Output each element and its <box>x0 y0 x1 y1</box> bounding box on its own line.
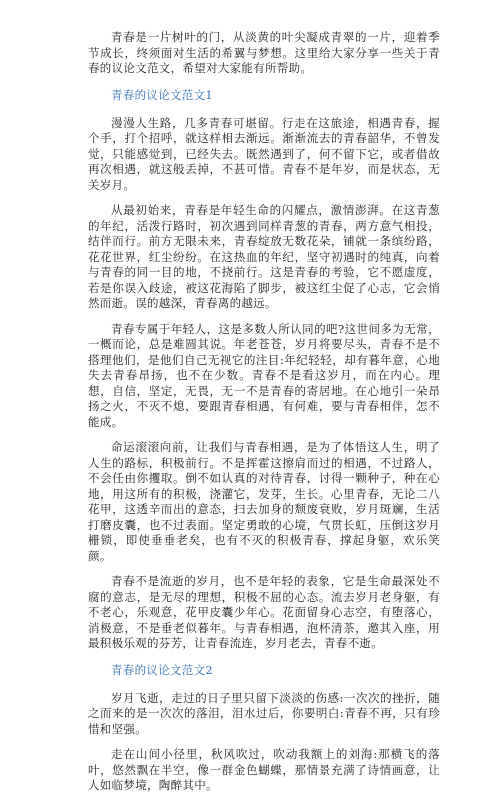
body-paragraph: 从最初始来，青春是年轻生命的闪耀点，激情澎湃。在这青葱的年纪，活泼行路时，初次遇到同样青葱的青春，两方意气相投，结伴而行。前方无限未来，青春绽放无数花朵，铺就一条缤纷路，花花世界，红尘纷纷。在这热血的年纪，坚守初遇时的纯真，向着与青春的同一目的地，不挠前行。这是青春的考验，它不愿虚度，若是你误入歧途，被这花海陷了脚步，被这红尘促了心志，它会悄然而逝。误的越深，青春离的越远。 <box>88 203 440 310</box>
section-heading: 青春的议论文范文2 <box>111 662 214 677</box>
section-heading: 青春的议论文范文1 <box>111 87 214 102</box>
body-paragraph: 走在山间小径里，秋风吹过，吹动我额上的刘海:那横飞的落叶，悠然飘在半空，像一群金色蝴蝶，那情景充满了诗情画意，让人如临梦境，陶醉其中。 <box>88 747 440 792</box>
body-paragraph: 青春专属于年轻人，这是多数人所认同的吧?这世间多为无常，一概而论，总是难圆其说。年老苍苍，岁月将要尽头，青春不是不搭理他们，是他们自己无视它的注目:年纪轻轻，却有暮年意，心地失去青春昂扬，也不在少数。青春不是看这岁月，而在内心。理想，自信，坚定，无畏，无一不是青春的寄居地。在心地引一朵昂扬之火，不灭不熄，要跟青春相遇，有何难，要与青春相伴，怎不能成。 <box>88 321 440 429</box>
essay-section-1 <box>88 87 440 652</box>
intro-paragraph: 青春是一片树叶的门，从淡黄的叶尖凝成青翠的一片，迎着季节成长，终须面对生活的希翼与梦想。这里给大家分享一些关于青春的议论文范文，希望对大家能有所帮助。 <box>88 30 440 75</box>
body-paragraph: 青春不是流逝的岁月，也不是年轻的表象，它是生命最深处不腐的意志，是无尽的理想，积极不屈的心态。流去岁月老身躯，有不老心，乐观意，花甲皮囊少年心。花面留身心志空，有堕落心，消极意，不是垂老似暮年。与青春相遇，泡杯清茶，邀其入座，用最积极乐观的芬芳，让青春流连，岁月老去，青春不逝。 <box>88 574 440 650</box>
body-paragraph: 命运滚滚向前，让我们与青春相遇，是为了体悟这人生，明了人生的路标，积极前行。不是挥霍这擦肩而过的相遇，不过路人，不会任由你攫取。倒不如认真的对待青春，讨得一颗种子，种在心地，用这所有的积极，浇灌它，发芽，生长。心里青春，无论二八花甲，这透辛而出的意态，扫去加身的颓废衰败，岁月斑斓，生活打磨皮囊，也不过表面。坚定勇敢的心境，气贯长虹，压倒这岁月栅锁，即使垂垂老矣，也有不灭的积极青春，撑起身躯，欢乐笑颜。 <box>88 440 440 563</box>
body-paragraph: 岁月飞逝，走过的日子里只留下淡淡的伤感:一次次的挫折，随之而来的是一次次的落泪，泪水过后，你要明白:青春不再，只有珍惜和坚强。 <box>88 690 440 736</box>
essay-section-2 <box>88 662 440 794</box>
body-paragraph: 漫漫人生路，几多青春可堪留。行走在这旅途，相遇青春，握个手，打个招呼，就这样相去渐远。渐渐流去的青春韶华，不曾发觉，只能感觉到，已经失去。既然遇到了，何不留下它，或者借故再次相遇，就这般丢掉，不甚可惜。青春不是年岁，而是状态，无关岁月。 <box>88 115 440 192</box>
